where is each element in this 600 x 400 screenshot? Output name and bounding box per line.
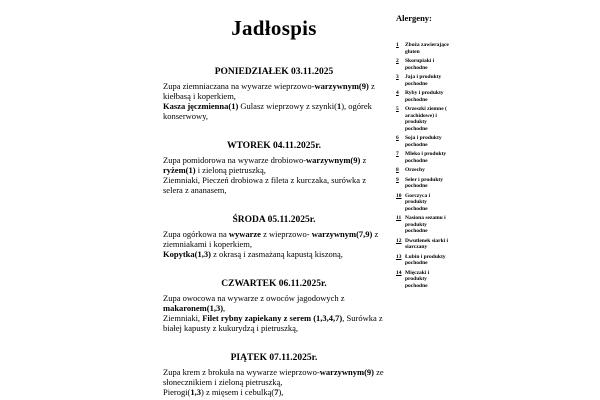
day-header: CZWARTEK 06.11.2025r. — [221, 279, 327, 289]
allergen-item — [396, 74, 454, 87]
menu-text-bold: warzywnym(9) — [314, 81, 369, 91]
menu-paragraph — [163, 81, 385, 101]
menu-text: ), — [278, 387, 284, 397]
allergen-item — [396, 193, 454, 213]
menu-text: Zupa krem z brokuła na wywarze wieprzowo- — [163, 367, 320, 377]
menu-text-bold: warzywnym(9) — [319, 367, 375, 377]
menu-text: ) z mięsem i cebulką( — [201, 387, 275, 397]
day-header: PONIEDZIAŁEK 03.11.2025 — [214, 67, 334, 77]
allergen-number: 12 — [396, 237, 402, 244]
day-section — [163, 353, 385, 397]
allergens-sidebar — [396, 13, 454, 292]
allergen-item — [396, 254, 454, 267]
day-section — [163, 67, 385, 121]
allergen-label: Orzechy — [405, 167, 425, 173]
menu-paragraph — [163, 367, 385, 387]
menu-paragraph — [163, 101, 385, 121]
menu-text: ze słonecznikiem i zieloną pietruszką, — [163, 367, 384, 387]
menu-text-bold: warzywnym(7,9) — [311, 229, 373, 239]
menu-text-bold: warzywnym(9) — [306, 155, 361, 165]
menu-text-bold: 1 — [336, 101, 342, 111]
menu-text-bold: Kasza jęczmienna(1) — [163, 101, 239, 111]
menu-text: z wieprzowo- — [260, 229, 312, 239]
menu-text: z okrasą i zasmażaną kapustą kiszoną, — [210, 249, 343, 259]
allergen-item — [396, 167, 454, 174]
allergens-list — [396, 42, 454, 289]
day-header: PIĄTEK 07.11.2025r. — [230, 353, 318, 363]
allergen-label: Ryby i produkty pochodne — [405, 90, 444, 103]
allergen-item — [396, 270, 454, 290]
allergen-label: Łubin i produkty pochodne — [405, 253, 446, 266]
menu-text-bold: wywarze — [228, 229, 261, 239]
allergen-number: 3 — [396, 74, 399, 80]
menu-main-column — [163, 16, 385, 397]
menu-text: , — [223, 303, 226, 313]
allergen-item — [396, 58, 454, 71]
allergen-label: Nasiona sezamu i produkty pochodne — [405, 215, 446, 234]
menu-text: Zupa pomidorowa na wywarze drobiowo- — [163, 155, 307, 165]
menu-paragraph — [163, 293, 385, 313]
allergen-item — [396, 238, 454, 251]
allergen-number: 14 — [396, 269, 402, 276]
allergen-label: Skorupiaki i pochodne — [405, 58, 435, 71]
allergen-item — [396, 215, 454, 235]
menu-text-bold: 1,3 — [190, 387, 202, 397]
allergen-number: 9 — [396, 176, 399, 183]
menu-text: Zupa ziemniaczana na wywarze wieprzowo- — [163, 81, 315, 91]
menu-paragraph — [163, 313, 385, 333]
menu-text-bold: ryżem(1) — [163, 165, 196, 175]
menu-text: , Surówka z białej kapusty z kukurydzą i pietruszką, — [163, 313, 383, 333]
allergen-number: 11 — [396, 215, 402, 221]
menu-text: z ziemniakami i koperkiem, — [163, 229, 379, 249]
menu-text: Gulasz wieprzowy z szynki( — [238, 101, 337, 111]
allergen-label: Orzeszki ziemne ( arachidowe) i produkty pochodne — [405, 106, 447, 132]
allergen-label: Jaja i produkty pochodne — [405, 74, 442, 87]
menu-text: z — [360, 155, 367, 165]
allergen-label: Mleko i produkty pochodne — [405, 151, 447, 164]
allergen-label: Mięczaki i produkty pochodne — [405, 269, 430, 289]
allergen-label: Gorczyca i produkty pochodne — [405, 192, 431, 212]
allergen-number: 5 — [396, 106, 399, 112]
menu-text: Pierogi( — [163, 387, 191, 397]
allergen-item — [396, 42, 454, 55]
allergen-item — [396, 135, 454, 148]
allergen-item — [396, 177, 454, 190]
menu-paragraph — [163, 229, 385, 249]
allergen-number: 10 — [396, 192, 402, 199]
menu-days-container — [163, 67, 385, 397]
allergen-number: 4 — [396, 90, 399, 96]
menu-text-bold: makaronem(1,3) — [163, 303, 224, 313]
menu-text: Ziemniaki, Pieczeń drobiowa z fileta z kurczaka, surówka z selera z ananasem, — [163, 175, 366, 195]
menu-paragraph — [163, 155, 385, 175]
allergens-title: Alergeny: — [396, 13, 432, 23]
menu-paragraph — [163, 175, 385, 195]
allergen-number: 8 — [396, 167, 399, 173]
allergen-number: 13 — [396, 253, 402, 260]
day-header: WTOREK 04.11.2025r. — [227, 141, 321, 151]
allergen-label: Seler i produkty pochodne — [405, 176, 443, 189]
menu-text: Zupa owocowa na wywarze z owoców jagodowych z — [163, 293, 345, 303]
allergen-number: 7 — [396, 151, 399, 157]
allergen-item — [396, 151, 454, 164]
menu-text-bold: 7 — [274, 387, 279, 397]
allergen-label: Soja i produkty pochodne — [405, 135, 442, 148]
allergen-item — [396, 90, 454, 103]
menu-text: Ziemniaki, — [163, 313, 203, 323]
allergen-number: 1 — [396, 42, 399, 48]
allergen-label: Zboża zawierające gluten — [405, 42, 449, 55]
menu-text-bold: Filet rybny zapiekany z serem (1,3,4,7) — [202, 313, 343, 323]
menu-text-bold: Kopytka(1,3) — [163, 249, 211, 259]
day-section — [163, 141, 385, 195]
allergen-item — [396, 106, 454, 132]
menu-text: Zupa ogórkowa na — [163, 229, 229, 239]
menu-text: z kiełbasą i koperkiem, — [163, 81, 375, 101]
allergen-label: Dwutlenek siarki i siarczany — [405, 237, 449, 250]
allergen-number: 2 — [396, 58, 399, 64]
menu-paragraph — [163, 387, 385, 397]
allergen-number: 6 — [396, 135, 399, 141]
day-section — [163, 279, 385, 333]
menu-text: ), ogórek konserwowy, — [163, 101, 372, 121]
page-title: Jadłospis — [231, 16, 317, 40]
menu-paragraph — [163, 249, 385, 259]
day-header: ŚRODA 05.11.2025r. — [232, 215, 316, 225]
day-section — [163, 215, 385, 259]
menu-text: i zieloną pietruszką, — [195, 165, 266, 175]
